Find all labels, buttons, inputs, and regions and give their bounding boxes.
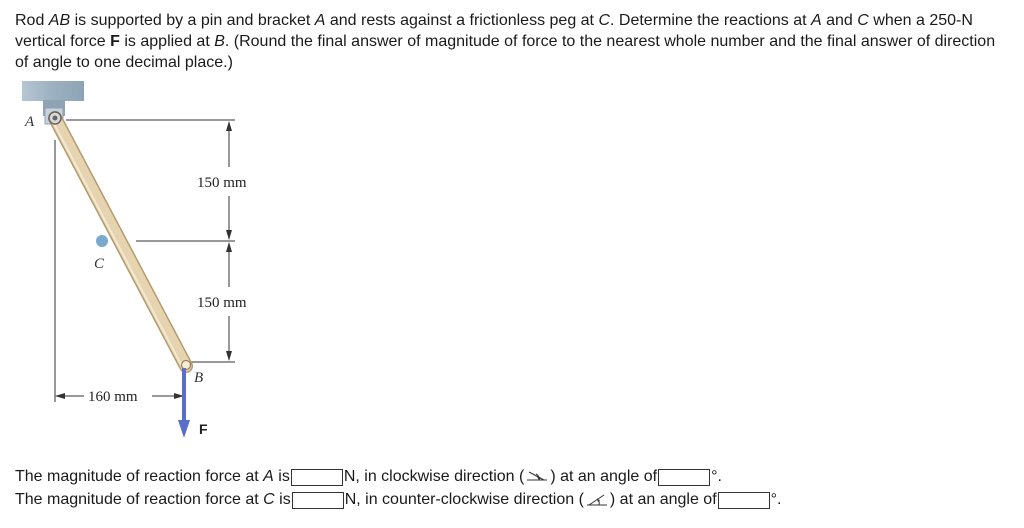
rod-ab-fill [55,118,186,366]
counter-clockwise-angle-icon [586,493,608,507]
problem-text: . (Round the final answer of magnitude of force to the nearest whole number and the final answer of direction of angle to one decimal place.) [15,33,996,71]
pin-a-center [53,116,58,121]
problem-text: is supported by a pin and bracket [70,12,315,29]
label-b: B [194,370,204,386]
peg-c [96,235,108,247]
problem-text: and rests against a frictionless peg at [325,12,599,29]
dim-label-bottom: 150 mm [197,295,247,311]
point-label: C [598,12,611,29]
arrowhead [226,242,232,252]
dim-label-horizontal: 160 mm [88,389,138,405]
reaction-c-magnitude-input[interactable] [292,492,344,509]
arrowhead [226,121,232,131]
answer-text: N, in clockwise direction ( [343,468,525,485]
answer-row-a [15,467,722,487]
problem-text: Rod [15,12,49,29]
answer-text: ) at an angle of [609,491,717,508]
force-label: F [110,33,120,50]
label-c: C [94,256,105,272]
clockwise-angle-icon [526,470,548,484]
answer-row-c [15,490,782,510]
answer-text: N, in counter-clockwise direction ( [344,491,584,508]
label-f: F [199,421,208,437]
degree-symbol: °. [770,491,782,508]
force-f-arrowhead [178,420,190,438]
answer-text: is [274,491,291,508]
rod-ab-highlight [52,120,183,368]
degree-symbol: °. [711,468,722,485]
problem-text: is applied at [119,33,215,50]
arrowhead [55,393,65,399]
label-a: A [25,114,35,130]
answer-text: The magnitude of reaction force at [15,468,264,485]
problem-text: when a 250-N vertical force [15,12,973,50]
point-label: A [314,12,326,29]
reaction-a-magnitude-input[interactable] [291,469,343,486]
point-label: B [214,33,225,50]
rod-label: AB [48,12,71,29]
reaction-c-angle-input[interactable] [718,492,770,509]
arrowhead [226,351,232,361]
arrowhead [226,230,232,240]
point-label: C [263,491,275,509]
point-label: A [263,468,274,486]
point-label: A [811,12,822,29]
reaction-a-angle-input[interactable] [658,469,710,486]
dim-label-top: 150 mm [197,175,247,191]
ceiling-bracket [22,81,84,101]
point-label: C [857,12,869,29]
answer-text: The magnitude of reaction force at [15,491,264,508]
answer-text: ) at an angle of [550,468,658,485]
problem-text: . Determine the reactions at [610,12,811,29]
problem-text: and [821,12,858,29]
answer-text: is [273,468,290,485]
